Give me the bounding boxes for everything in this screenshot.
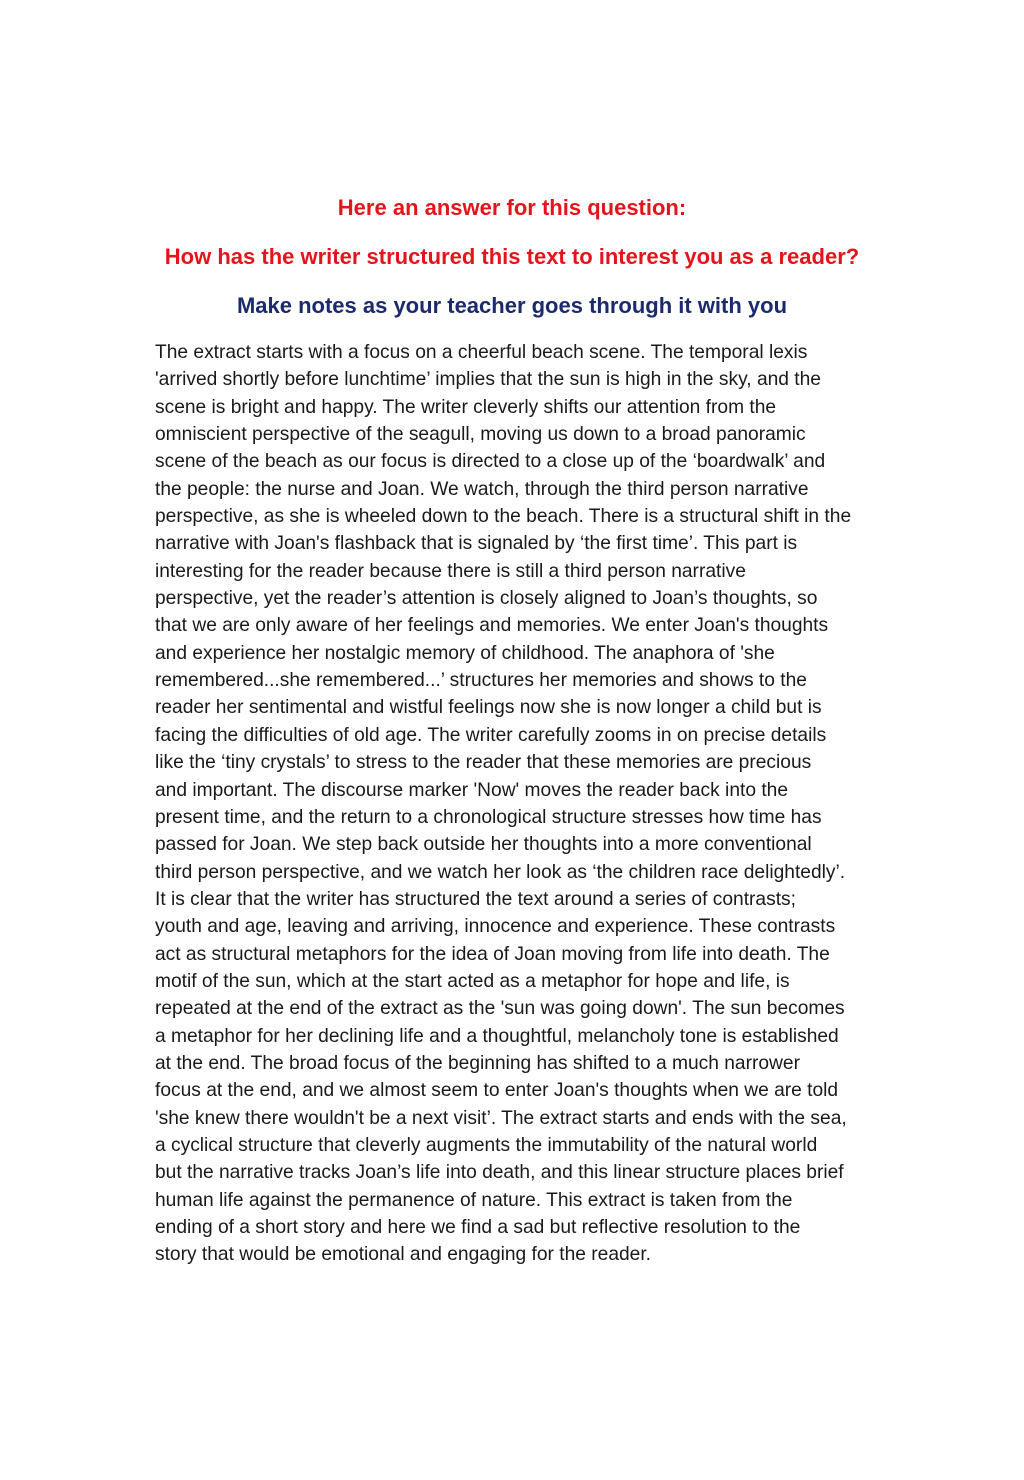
paragraph-line: omniscient perspective of the seagull, moving us down to a broad panoramic: [155, 424, 806, 446]
question-heading: How has the writer structured this text to interest you as a reader?: [164, 244, 860, 269]
paragraph-line: perspective, yet the reader’s attention is closely aligned to Joan’s thoughts, so: [155, 588, 818, 610]
paragraph-line: a metaphor for her declining life and a thoughtful, melancholy tone is established: [155, 1025, 839, 1047]
paragraph-line: human life against the permanence of nature. This extract is taken from the: [155, 1189, 793, 1211]
paragraph-line: focus at the end, and we almost seem to enter Joan's thoughts when we are told: [155, 1080, 839, 1102]
paragraph-line: 'she knew there wouldn't be a next visit’. The extract starts and ends with the sea,: [155, 1107, 847, 1129]
paragraph-line: story that would be emotional and engaging for the reader.: [155, 1244, 652, 1266]
paragraph-line: repeated at the end of the extract as the 'sun was going down'. The sun becomes: [155, 998, 845, 1020]
paragraph-line: like the ‘tiny crystals’ to stress to the reader that these memories are precious: [155, 752, 812, 774]
paragraph-line: scene is bright and happy. The writer cleverly shifts our attention from the: [155, 396, 777, 418]
paragraph-line: remembered...she remembered...’ structures her memories and shows to the: [155, 670, 807, 692]
paragraph-line: narrative with Joan's flashback that is signaled by ‘the first time’. This part is: [155, 533, 798, 555]
paragraph-line: The extract starts with a focus on a cheerful beach scene. The temporal lexis: [155, 342, 808, 363]
paragraph-line: the people: the nurse and Joan. We watch, through the third person narrative: [155, 478, 809, 500]
answer-paragraph: [155, 339, 915, 1269]
paragraph-line: scene of the beach as our focus is directed to a close up of the ‘boardwalk’ and: [155, 451, 826, 473]
paragraph-line: It is clear that the writer has structured the text around a series of contrasts;: [155, 888, 796, 910]
paragraph-line: third person perspective, and we watch her look as ‘the children race delightedly’.: [155, 861, 846, 883]
paragraph-line: motif of the sun, which at the start acted as a metaphor for hope and life, is: [155, 970, 790, 992]
paragraph-line: and important. The discourse marker 'Now' moves the reader back into the: [155, 779, 788, 801]
paragraph-line: 'arrived shortly before lunchtime’ implies that the sun is high in the sky, and the: [155, 369, 821, 391]
paragraph-line: passed for Joan. We step back outside her thoughts into a more conventional: [155, 834, 812, 856]
answer-title-heading: Here an answer for this question:: [337, 195, 687, 220]
paragraph-line: act as structural metaphors for the idea of Joan moving from life into death. The: [155, 943, 830, 965]
paragraph-line: and experience her nostalgic memory of childhood. The anaphora of 'she: [155, 642, 775, 664]
paragraph-line: present time, and the return to a chronological structure stresses how time has: [155, 806, 822, 828]
paragraph-line: perspective, as she is wheeled down to the beach. There is a structural shift in the: [155, 506, 852, 528]
paragraph-line: at the end. The broad focus of the beginning has shifted to a much narrower: [155, 1052, 800, 1074]
paragraph-line: that we are only aware of her feelings and memories. We enter Joan's thoughts: [155, 615, 829, 637]
paragraph-line: but the narrative tracks Joan’s life into death, and this linear structure places brief: [155, 1162, 844, 1184]
instruction-heading: Make notes as your teacher goes through it with you: [236, 293, 788, 318]
paragraph-line: youth and age, leaving and arriving, innocence and experience. These contrasts: [155, 916, 836, 938]
paragraph-line: a cyclical structure that cleverly augments the immutability of the natural world: [155, 1134, 818, 1156]
paragraph-line: reader her sentimental and wistful feelings now she is now longer a child but is: [155, 697, 822, 719]
paragraph-line: ending of a short story and here we find a sad but reflective resolution to the: [155, 1217, 801, 1238]
paragraph-line: interesting for the reader because there is still a third person narrative: [155, 560, 746, 582]
paragraph-line: facing the difficulties of old age. The writer carefully zooms in on precise details: [155, 724, 827, 746]
